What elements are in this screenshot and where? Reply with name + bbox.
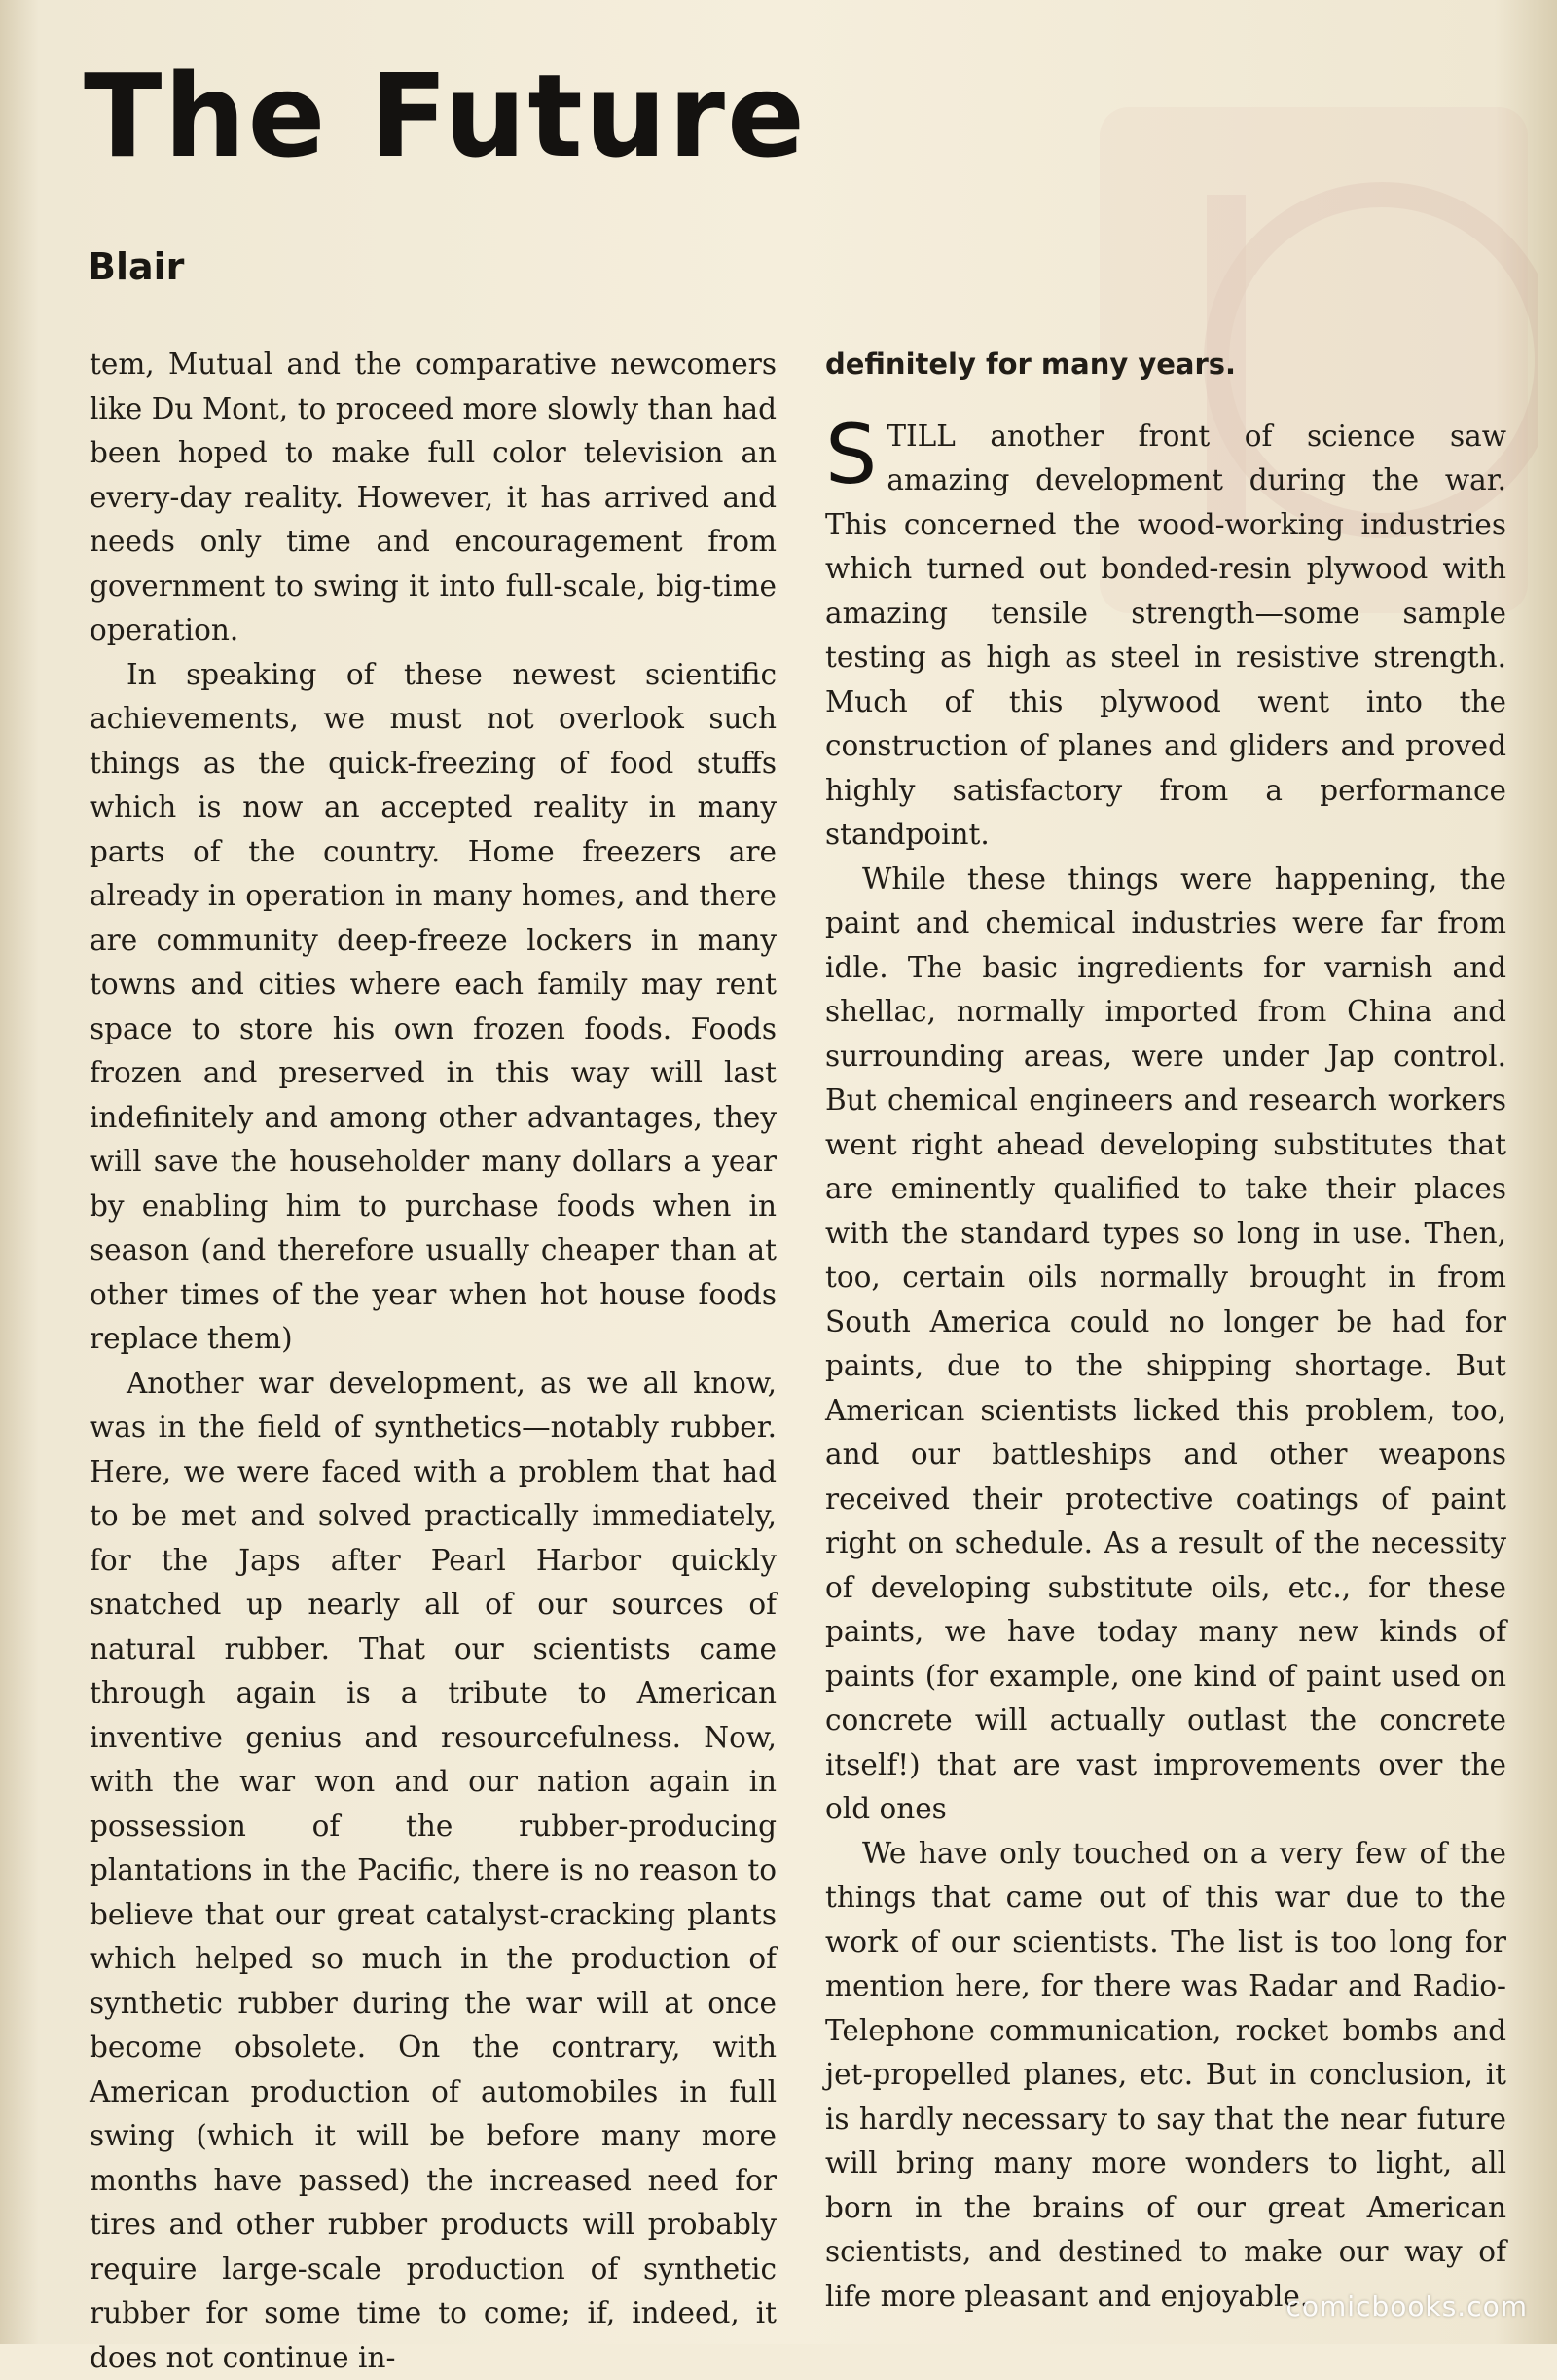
left-column [90,343,777,2380]
article-byline: Blair [88,245,184,288]
right-continuation-line: definitely for many years. [825,343,1506,387]
drop-cap-small-caps: TILL [887,420,956,453]
right-paragraph-2: While these things were happening, the paint and chemical industries were far from idle. The basic ingredients for varnish and shellac, normally imported from China and surrounding areas, were under Jap control. But chemical engineers and research workers went right ahead developing substitutes that are eminently qualified to take their places with the standard types so long in use. Then, too, certain oils normally brought in from South America could no longer be had for paints, due to the shipping shortage. But American scientists licked this problem, too, and our battleships and other weapons received their protective coatings of paint right on schedule. As a result of the necessity of developing substitute oils, etc., for these paints, we have today many new kinds of paints (for example, one kind of paint used on concrete will actually outlast the concrete itself!) that are vast improvements over the old ones [825,858,1506,1832]
right-paragraph-1 [825,415,1506,858]
left-paragraph-2: In speaking of these newest scientific achievements, we must not overlook such things as the quick-freezing of food stuffs which is now an accepted reality in many parts of the country. Home freezers are already in operation in many homes, and there are community deep-freeze lockers in many towns and cities where each family may rent space to store his own frozen foods. Foods frozen and preserved in this way will last indefinitely and among other advantages, they will save the householder many dollars a year by enabling him to purchase foods when in season (and therefore usually cheaper than at other times of the year when hot house foods replace them) [90,653,777,1362]
left-paragraph-3: Another war development, as we all know, was in the field of synthetics—notably rubber. Here, we were faced with a problem that had to be met and solved practically immediately, for the Japs after Pearl Harbor quickly snatched up nearly all of our sources of natural rubber. That our scientists came through again is a tribute to American inventive genius and resourcefulness. Now, with the war won and our nation again in possession of the rubber-producing plantations in the Pacific, there is no reason to believe that our great catalyst-cracking plants which helped so much in the production of synthetic rubber during the war will at once become obsolete. On the contrary, with American production of automobiles in full swing (which it will be before many more months have passed) the increased need for tires and other rubber products will probably require large-scale production of synthetic rubber for some time to come; if, indeed, it does not continue in- [90,1362,777,2380]
right-column [825,343,1506,2319]
left-paragraph-1: tem, Mutual and the comparative newcomers like Du Mont, to proceed more slowly than had been hoped to make full color television an every-day reality. However, it has arrived and needs only time and encouragement from government to swing it into full-scale, big-time operation. [90,343,777,653]
watermark: comicbooks.com [1285,2290,1528,2323]
drop-cap: S [825,417,877,493]
right-paragraph-3: We have only touched on a very few of the things that came out of this war due to the work of our scientists. The list is too long for mention here, for there was Radar and Radio-Telephone communication, rocket bombs and jet-propelled planes, etc. But in conclusion, it is hardly necessary to say that the near future will bring many more wonders to light, all born in the brains of our great American scientists, and destined to make our way of life more pleasant and enjoyable. [825,1832,1506,2320]
article-title: The Future [84,58,807,173]
right-paragraph-1-text: another front of science saw amazing development during the war. This concerned the wood-working industries which turned out bonded-resin plywood with amazing tensile strength—some sample testing as high as steel in resistive strength. Much of this plywood went into the construction of planes and gliders and proved highly satisfactory from a performance standpoint. [825,420,1506,852]
